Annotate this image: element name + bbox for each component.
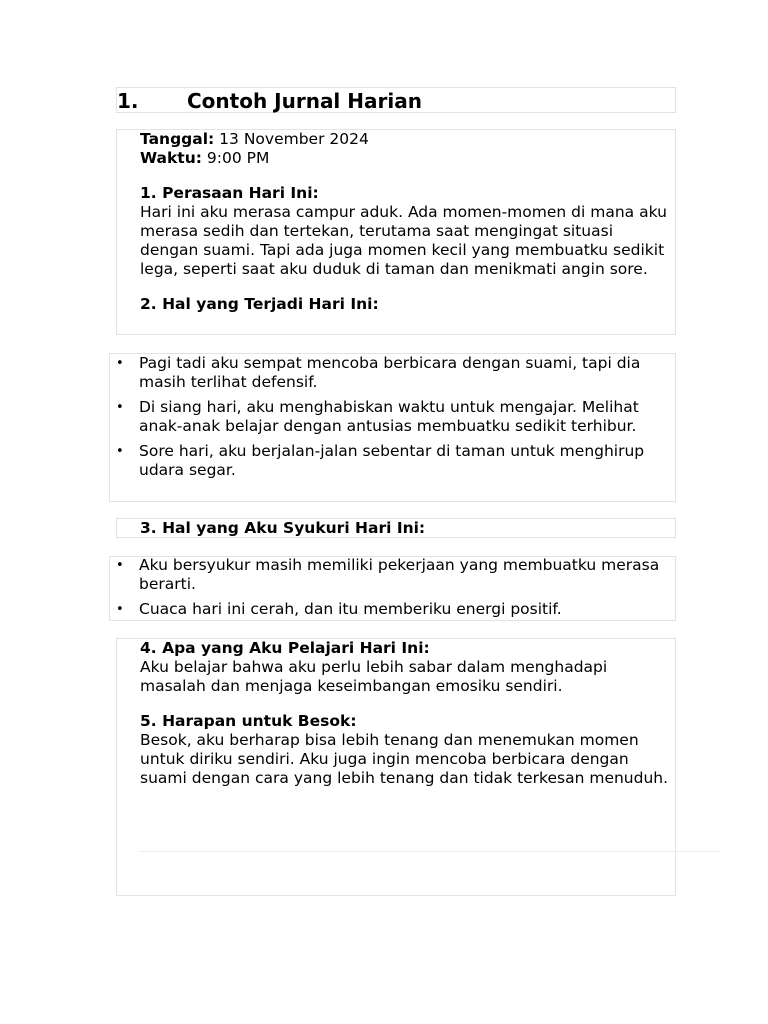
time-value: 9:00 PM: [206, 149, 270, 167]
feelings-title: 1. Perasaan Hari Ini:: [140, 184, 319, 202]
heading-number: 1.: [117, 89, 139, 113]
heading-box: [116, 87, 676, 113]
events-title: 2. Hal yang Terjadi Hari Ini:: [140, 295, 379, 313]
date-value: 13 November 2024: [219, 130, 369, 148]
gratitude-title: 3. Hal yang Aku Syukuri Hari Ini:: [140, 519, 426, 537]
list-item: • Di siang hari, aku menghabiskan waktu untuk mengajar. Melihat anak-anak belajar dengan antusias membuatku sedikit terhibur.: [139, 398, 671, 436]
list-item: • Aku bersyukur masih memiliki pekerjaan yang membuatku merasa berarti.: [139, 556, 671, 594]
feelings-body: Hari ini aku merasa campur aduk. Ada momen-momen di mana aku merasa sedih dan tertekan, terutama saat mengingat situasi dengan suami. Tapi ada juga momen kecil yang membuatku sedikit lega, seperti saat aku duduk di taman dan menikmati angin sore.: [140, 203, 667, 278]
journal-intro-box: [116, 129, 676, 335]
hopes-body: Besok, aku berharap bisa lebih tenang dan menemukan momen untuk diriku sendiri. Aku juga ingin mencoba berbicara dengan suami dengan cara yang lebih tenang dan tidak terkesan menuduh.: [140, 731, 669, 787]
date-line: [140, 130, 671, 149]
gratitude-list-box: [109, 556, 676, 621]
time-label: Waktu:: [140, 149, 202, 167]
list-item: • Sore hari, aku berjalan-jalan sebentar di taman untuk menghirup udara segar.: [139, 442, 671, 480]
learned-body: Aku belajar bahwa aku perlu lebih sabar dalam menghadapi masalah dan menjaga keseimbangan emosiku sendiri.: [140, 658, 608, 695]
reflection-box: [116, 638, 676, 896]
hopes-title: 5. Harapan untuk Besok:: [140, 712, 357, 730]
list-item: • Pagi tadi aku sempat mencoba berbicara dengan suami, tapi dia masih terlihat defensif.: [139, 354, 671, 392]
gratitude-title-box: [116, 518, 676, 538]
list-item: • Cuaca hari ini cerah, dan itu memberiku energi positif.: [139, 600, 671, 619]
page-title: [117, 89, 422, 113]
learned-title: 4. Apa yang Aku Pelajari Hari Ini:: [140, 639, 430, 657]
time-line: [140, 149, 671, 168]
events-list-box: [109, 353, 676, 502]
divider: [140, 851, 720, 852]
events-list: [139, 354, 671, 486]
heading-text: Contoh Jurnal Harian: [187, 89, 422, 113]
date-label: Tanggal:: [140, 130, 215, 148]
gratitude-list: [139, 556, 671, 625]
